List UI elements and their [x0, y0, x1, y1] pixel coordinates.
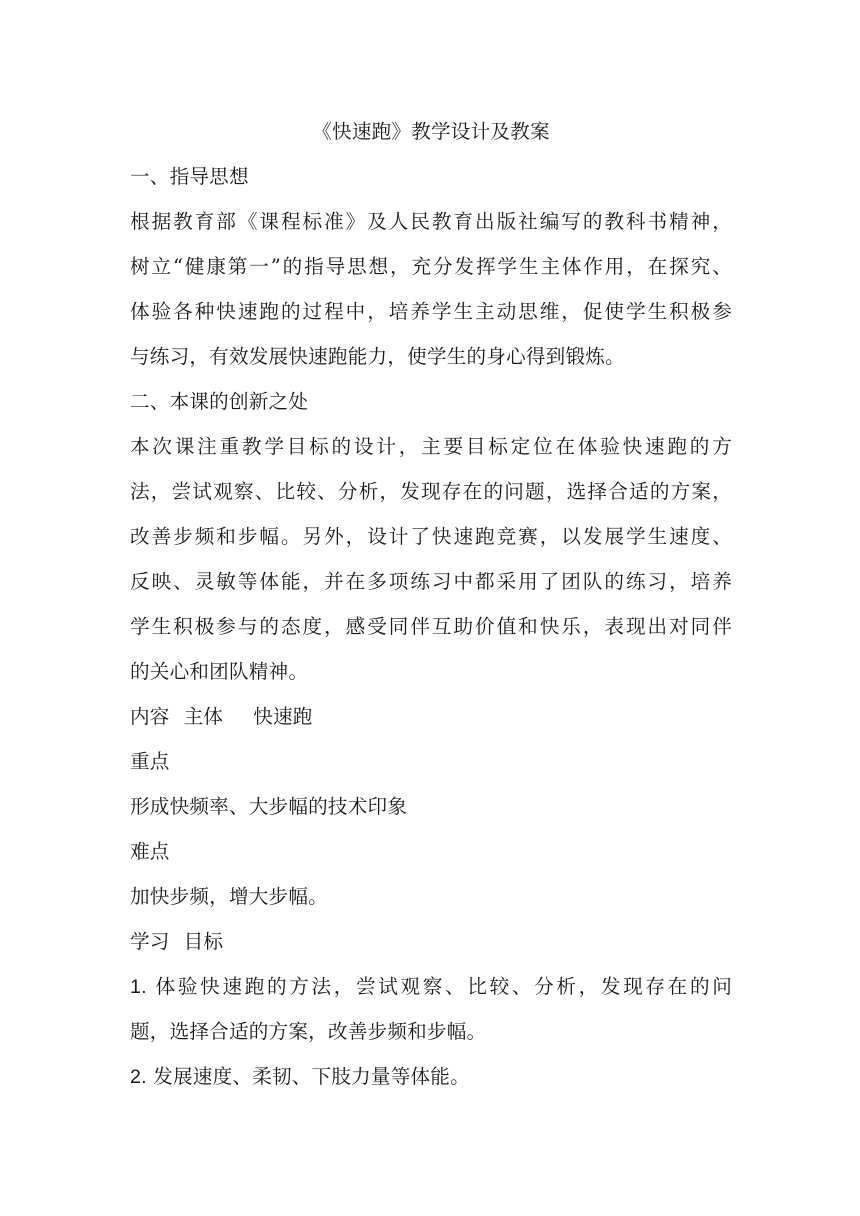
paragraph-line: 学生积极参与的态度，感受同伴互助价值和快乐，表现出对同伴: [130, 615, 732, 638]
paragraph-line: 的关心和团队精神。: [130, 660, 309, 683]
paragraph-line: 与练习，有效发展快速跑能力，使学生的身心得到锻炼。: [130, 345, 625, 368]
paragraph-line: 反映、灵敏等体能，并在多项练习中都采用了团队的练习，培养: [130, 570, 732, 593]
difficulty-value: 加快步频，增大步幅。: [130, 885, 328, 908]
paragraph-line: 体验各种快速跑的过程中，培养学生主动思维，促使学生积极参: [130, 300, 732, 323]
content-row: [130, 694, 732, 739]
paragraph-line: 本次课注重教学目标的设计，主要目标定位在体验快速跑的方: [130, 435, 732, 458]
objective-text: 发展速度、柔韧、下肢力量等体能。: [153, 1065, 470, 1088]
content-label: 内容: [130, 705, 170, 728]
paragraph-line: 根据教育部《课程标准》及人民教育出版社编写的教科书精神，: [130, 210, 732, 233]
paragraph-line: 法，尝试观察、比较、分析，发现存在的问题，选择合适的方案，: [130, 480, 732, 503]
objective-item-1: [130, 964, 732, 1009]
key-point-value: 形成快频率、大步幅的技术印象: [130, 795, 408, 818]
objective-label: 目标: [183, 930, 224, 953]
objective-item-2: [130, 1054, 732, 1099]
paragraph-line: 树立“健康第一”的指导思想，充分发挥学生主体作用，在探究、: [130, 255, 732, 278]
objective-text: 体验快速跑的方法，尝试观察、比较、分析，发现存在的问: [155, 975, 732, 998]
section-heading-innovation: 二、本课的创新之处: [130, 390, 309, 413]
difficulty-label: 难点: [130, 840, 170, 863]
content-value: 快速跑: [253, 705, 313, 728]
document-title: 《快速跑》教学设计及教案: [312, 120, 550, 143]
objectives-label-row: [130, 919, 732, 964]
objective-number: 2.: [130, 1066, 147, 1088]
key-point-label: 重点: [130, 750, 170, 773]
document-body: [130, 109, 732, 1099]
objective-number: 1.: [130, 976, 147, 998]
section-heading-guiding-ideology: 一、指导思想: [130, 165, 249, 188]
learning-label: 学习: [130, 930, 170, 953]
main-body-label: 主体: [183, 705, 224, 728]
paragraph-line: 改善步频和步幅。另外，设计了快速跑竞赛，以发展学生速度、: [130, 525, 732, 548]
objective-item-1-continued: 题，选择合适的方案，改善步频和步幅。: [130, 1020, 487, 1043]
